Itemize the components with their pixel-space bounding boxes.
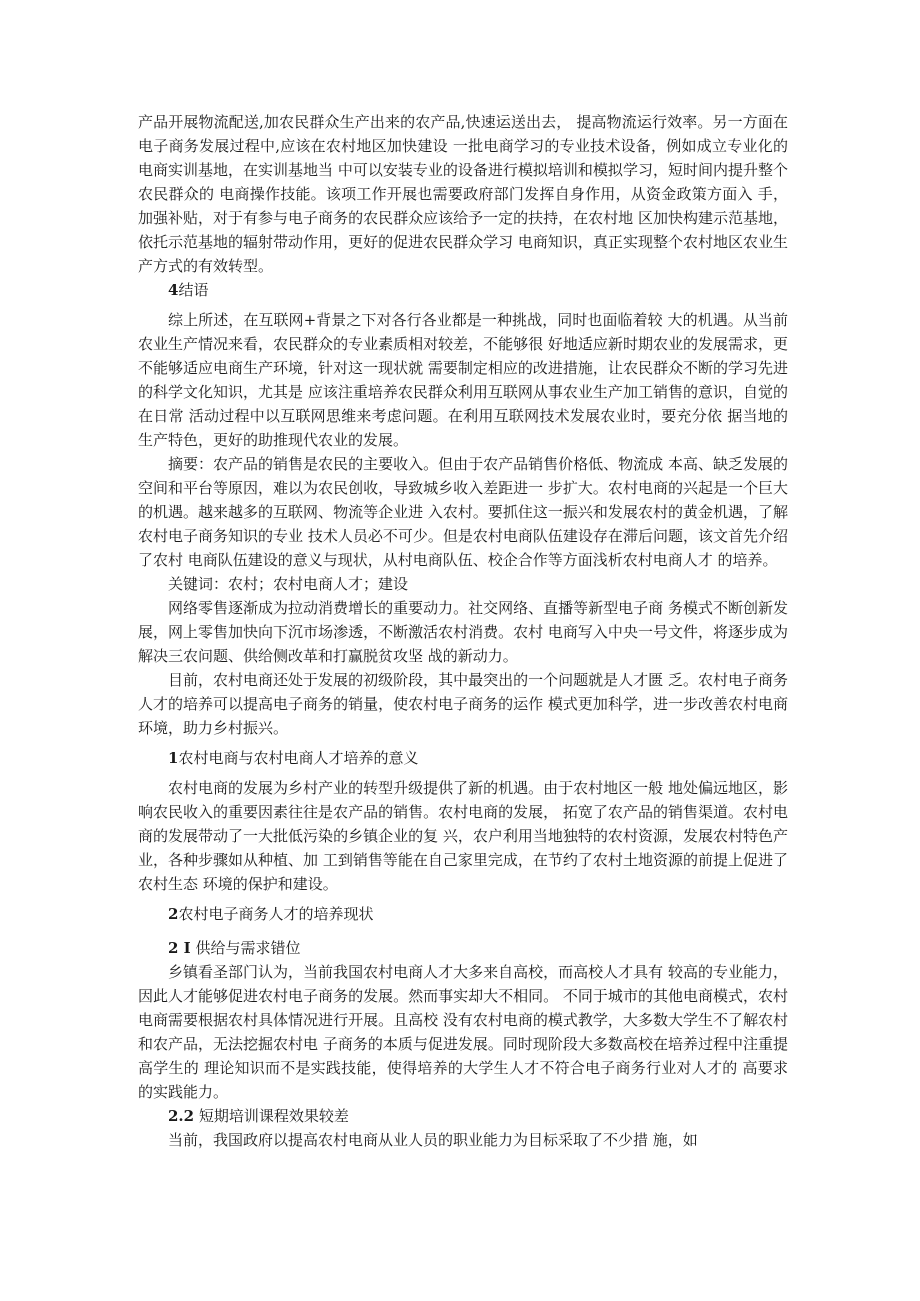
section-heading-conclusion [138,278,788,302]
paragraph-significance: 农村电商的发展为乡村产业的转型升级提供了新的机遇。由于农村地区一般 地处偏远地区，影响农民收入的重要因素往往是农产品的销售。农村电商的发展， 拓宽了农产品的销售渠道。农村电商的发展带动了一大批低污染的乡镇企业的复 兴，农户利用当地独特的农村资源，发展农村特色产业，各种步骤如从种植、加 工到销售等能在自己家里完成，在节约了农村土地资源的前提上促进了农村生态 环境的保护和建设。 [138,779,788,893]
paragraph-conclusion: 综上所述，在互联网+背景之下对各行各业都是一种挑战，同时也面临着较 大的机遇。从当前农业生产情况来看，农民群众的专业素质相对较差，不能够很 好地适应新时期农业的发展需求，更不能够适应电商生产环境，针对这一现状就 需要制定相应的改进措施，让农民群众不断的学习先进的科学文化知识，尤其是 应该注重培养农民群众利用互联网从事农业生产加工销售的意识，自觉的在日常 活动过程中以互联网思维来考虑问题。在利用互联网技术发展农业时，要充分依 据当地的生产特色，更好的助推现代农业的发展。 [138,311,788,449]
subsection-number: 2.2 [168,1107,195,1125]
paragraph-intro-retail: 网络零售逐渐成为拉动消费增长的重要动力。社交网络、直播等新型电子商 务模式不断创新发展，网上零售加快向下沉市场渗透，不断激活农村消费。农村 电商写入中央一号文件，将逐步成为解决三农问题、供给侧改革和打赢脱贫攻坚 战的新动力。 [138,599,788,665]
section-title: 农村电商与农村电商人才培养的意义 [178,749,419,767]
document-body [138,110,788,1152]
paragraph-mismatch: 乡镇看圣部门认为，当前我国农村电商人才大多来自高校，而高校人才具有 较高的专业能力，因此人才能够促进农村电子商务的发展。然而事实却大不相同。 不同于城市的其他电商模式，农村电商需要根据农村具体情况进行开展。且高校 没有农村电商的模式教学，大多数大学生不了解农村和农产品，无法挖掘农村电 子商务的本质与促进发展。同时现阶段大多数高校在培养过程中注重提高学生的 理论知识而不是实践技能，使得培养的大学生人才不符合电子商务行业对人才的 高要求的实践能力。 [138,963,788,1101]
section-number: 4 [168,281,179,299]
paragraph-training: 当前，我国政府以提高农村电商从业人员的职业能力为目标采取了不少措 施，如 [168,1131,698,1149]
paragraph-keywords: 关键词：农村；农村电商人才；建设 [168,575,409,593]
section-title: 结语 [178,281,209,299]
subsection-heading-training [138,1104,788,1128]
section-number: 2 [168,905,179,923]
subsection-title: 短期培训课程效果较差 [194,1107,349,1125]
section-heading-status [138,902,788,926]
subsection-number: 2 I [168,939,191,957]
paragraph-logistics: 产品开展物流配送,加农民群众生产出来的农产品,快速运送出去， 提高物流运行效率。另一方面在电子商务发展过程中,应该在农村地区加快建设 一批电商学习的专业技术设备，例如成立专业化的电商实训基地，在实训基地当 中可以安装专业的设备进行模拟培训和模拟学习，短时间内提升整个农民群众的 电商操作技能。该项工作开展也需要政府部门发挥自身作用，从资金政策方面入 手，加强补贴，对于有参与电子商务的农民群众应该给予一定的扶持，在农村地 区加快构建示范基地，依托示范基地的辐射带动作用，更好的促进农民群众学习 电商知识，真正实现整个农村地区农业生产方式的有效转型。 [138,113,788,275]
subsection-title: 供给与需求错位 [190,939,301,957]
section-title: 农村电子商务人才的培养现状 [178,905,374,923]
paragraph-intro-talent: 目前，农村电商还处于发展的初级阶段，其中最突出的一个问题就是人才匮 乏。农村电子商务人才的培养可以提高电子商务的销量，使农村电子商务的运作 模式更加科学，进一步改善农村电商环境，助力乡村振兴。 [138,671,788,737]
section-heading-significance [138,746,788,770]
subsection-heading-mismatch [138,936,788,960]
section-number: 1 [168,749,179,767]
paragraph-abstract: 摘要：农产品的销售是农民的主要收入。但由于农产品销售价格低、物流成 本高、缺乏发展的空间和平台等原因，难以为农民创收，导致城乡收入差距进一 步扩大。农村电商的兴起是一个巨大的机遇。越来越多的互联网、物流等企业进 入农村。要抓住这一振兴和发展农村的黄金机遇，了解农村电子商务知识的专业 技术人员必不可少。但是农村电商队伍建设存在滞后问题，该文首先介绍了农村 电商队伍建设的意义与现状，从村电商队伍、校企合作等方面浅析农村电商人才 的培养。 [138,455,788,569]
